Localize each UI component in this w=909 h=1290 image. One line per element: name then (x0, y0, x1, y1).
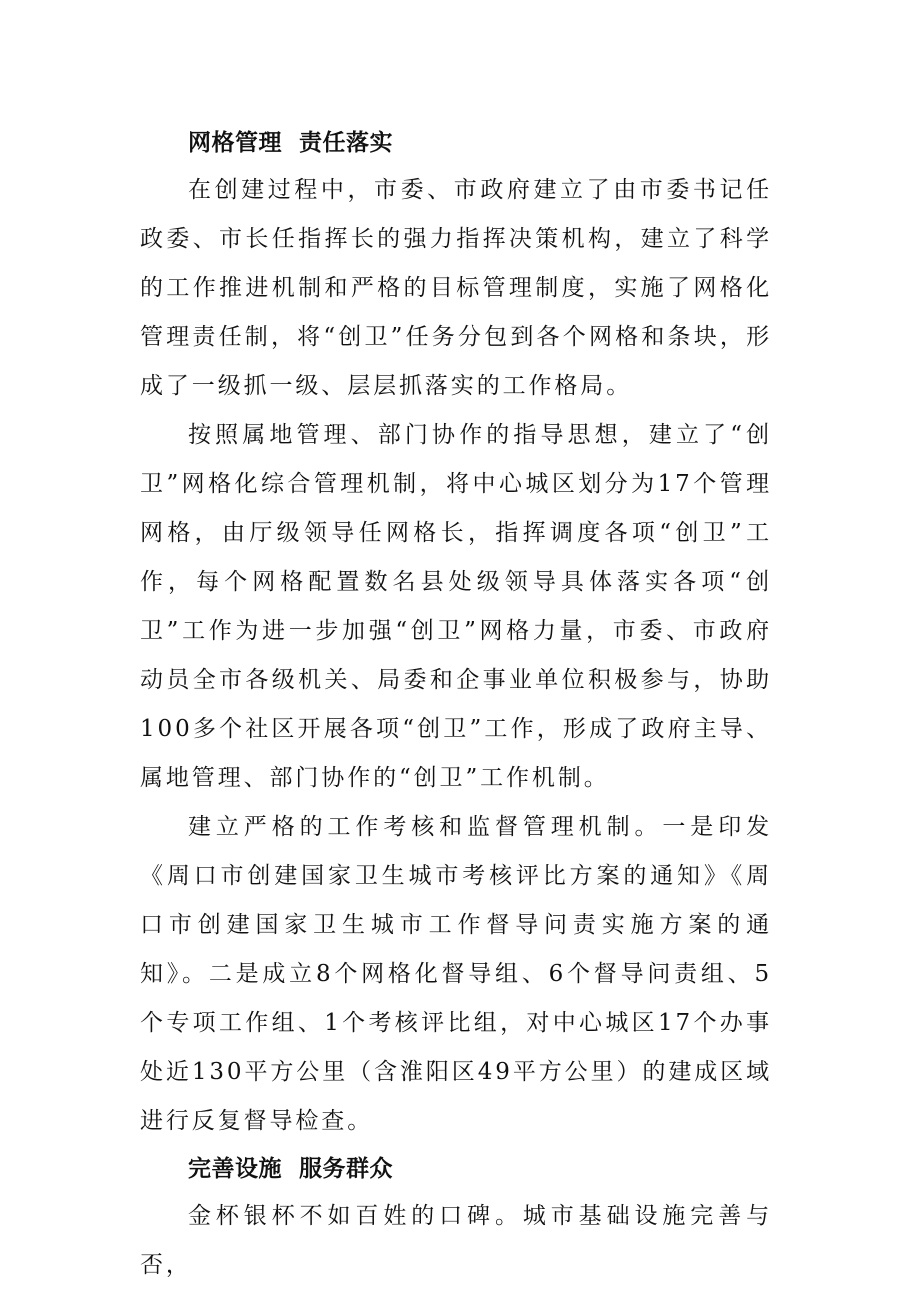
document-body (140, 120, 772, 1290)
paragraph-facilities-intro: 金杯银杯不如百姓的口碑。城市基础设施完善与否， (140, 1203, 772, 1278)
section-heading-grid-management: 网格管理 责任落实 (188, 130, 394, 156)
paragraph-grid-mechanism: 按照属地管理、部门协作的指导思想，建立了“创卫”网格化综合管理机制，将中心城区划分为17个管理网格，由厅级领导任网格长，指挥调度各项“创卫”工作，每个网格配置数名县处级领导具体落实各项“创卫”工作为进一步加强“创卫”网格力量，市委、市政府动员全市各级机关、局委和企事业单位积极参与，协助100多个社区开展各项“创卫”工作，形成了政府主导、属地管理、部门协作的“创卫”工作机制。 (140, 422, 772, 791)
paragraph-supervision-mechanism: 建立严格的工作考核和监督管理机制。一是印发《周口市创建国家卫生城市考核评比方案的通知》《周口市创建国家卫生城市工作督导问责实施方案的通知》。二是成立8个网格化督导组、6个督导问责组、5个专项工作组、1个考核评比组，对中心城区17个办事处近130平方公里（含淮阳区49平方公里）的建成区域进行反复督导检查。 (140, 814, 772, 1134)
paragraph-command-structure: 在创建过程中，市委、市政府建立了由市委书记任政委、市长任指挥长的强力指挥决策机构，建立了科学的工作推进机制和严格的目标管理制度，实施了网格化管理责任制，将“创卫”任务分包到各个网格和条块，形成了一级抓一级、层层抓落实的工作格局。 (140, 177, 772, 399)
section-heading-facilities: 完善设施 服务群众 (188, 1156, 394, 1182)
